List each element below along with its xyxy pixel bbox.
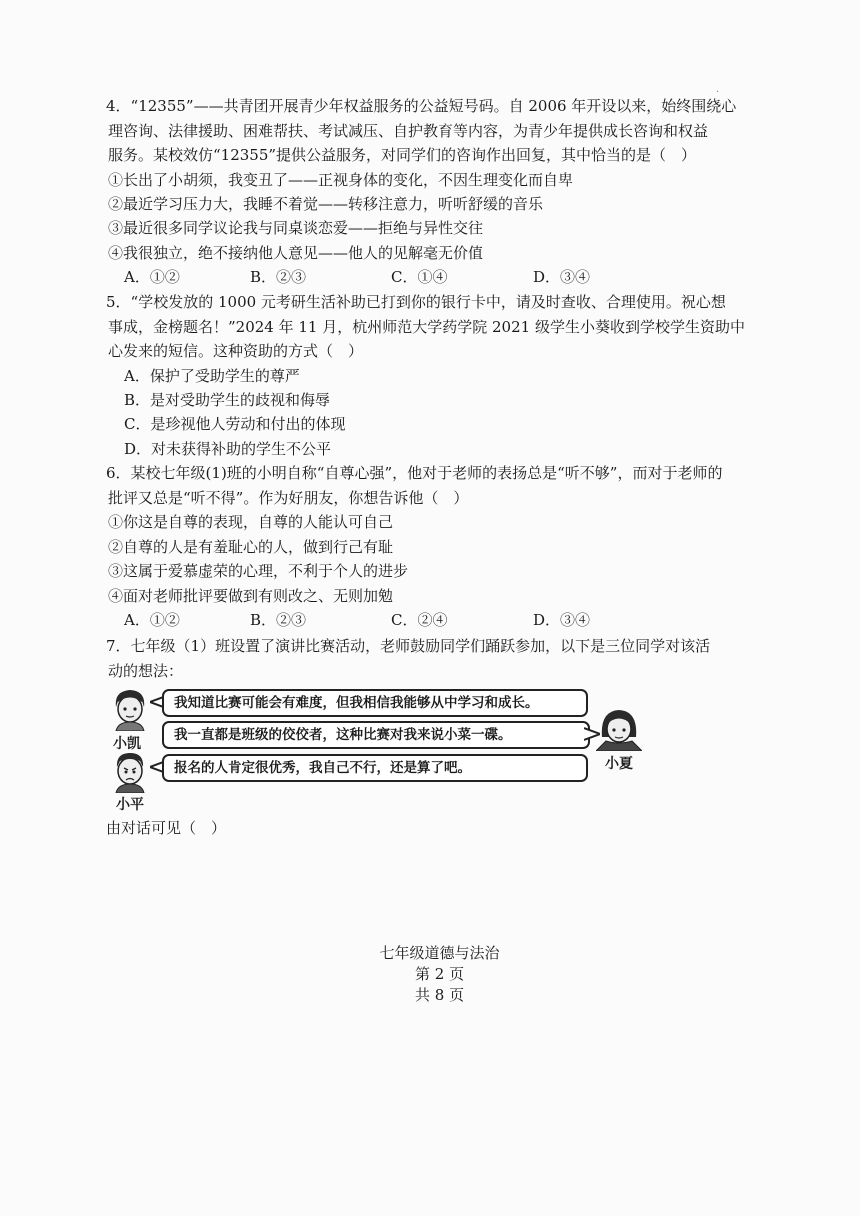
q6-choice-a: A．①②: [124, 611, 180, 629]
q5-stem-line-1: 5．“学校发放的 1000 元考研生活补助已打到你的银行卡中，请及时查收、合理使用。祝心想: [106, 293, 726, 311]
footer-total-pages: 共 8 页: [414, 986, 465, 1004]
q4-item-2: ②最近学习压力大，我睡不着觉——转移注意力，听听舒缓的音乐: [108, 195, 544, 213]
q7-after-text: 由对话可见（ ）: [106, 819, 227, 837]
q4-stem-line-3: 服务。某校效仿“12355”提供公益服务，对同学们的咨询作出回复，其中恰当的是（ ）: [108, 146, 697, 164]
q4-item-3: ③最近很多同学议论我与同桌谈恋爱——拒绝与异性交往: [108, 219, 484, 237]
q4-choice-a: A．①②: [124, 268, 180, 286]
q4-choice-b: B．②③: [250, 268, 307, 286]
q6-item-4: ④面对老师批评要做到有则改之、无则加勉: [108, 587, 394, 605]
q6-choice-c: C．②④: [391, 611, 448, 629]
footer-subject: 七年级道德与法治: [379, 944, 500, 962]
q6-item-2: ②自尊的人是有羞耻心的人，做到行己有耻: [108, 538, 394, 556]
q4-choice-d: D．③④: [533, 268, 591, 286]
q5-option-c: C．是珍视他人劳动和付出的体现: [124, 415, 346, 433]
xiaokai-name: 小凯: [113, 736, 141, 752]
q4-stem-line-2: 理咨询、法律援助、困难帮扶、考试减压、自护教育等内容，为青少年提供成长咨询和权益: [108, 122, 709, 140]
q4-choice-c: C．①④: [391, 268, 448, 286]
q4-item-1: ①长出了小胡须，我变丑了——正视身体的变化，不因生理变化而自卑: [108, 171, 574, 189]
q6-item-1: ①你这是自尊的表现，自尊的人能认可自己: [108, 513, 394, 531]
q5-stem-line-2: 事成，金榜题名！”2024 年 11 月，杭州师范大学药学院 2021 级学生小葵收到学校学生资助中: [108, 318, 745, 336]
page-footer: [0, 924, 860, 1023]
xiaoping-speech-bubble: 报名的人肯定很优秀，我自己不行，还是算了吧。: [162, 754, 588, 782]
xiaoxia-name: 小夏: [605, 756, 633, 772]
q6-item-3: ③这属于爱慕虚荣的心理，不利于个人的进步: [108, 562, 409, 580]
q5-option-a: A．保护了受助学生的尊严: [124, 367, 300, 385]
q6-choice-b: B．②③: [250, 611, 307, 629]
q4-stem-line-1: 4．“12355”——共青团开展青少年权益服务的公益短号码。自 2006 年开设以来，始终围绕心: [106, 97, 737, 115]
xiaoxia-speech-bubble: 我一直都是班级的佼佼者，这种比赛对我来说小菜一碟。: [162, 721, 590, 749]
xiaoxia-avatar: [596, 707, 642, 751]
xiaokai-avatar: [110, 687, 150, 731]
q5-stem-line-3: 心发来的短信。这种资助的方式（ ）: [108, 342, 364, 360]
q7-stem-line-1: 7．七年级（1）班设置了演讲比赛活动，老师鼓励同学们踊跃参加，以下是三位同学对该活: [106, 637, 711, 655]
xiaokai-speech-bubble: 我知道比赛可能会有难度，但我相信我能够从中学习和成长。: [162, 689, 588, 717]
q5-option-d: D．对未获得补助的学生不公平: [124, 440, 332, 458]
q6-choice-d: D．③④: [533, 611, 591, 629]
xiaoping-avatar: [110, 749, 150, 793]
footer-page-number: 第 2 页: [414, 965, 465, 983]
q6-stem-line-1: 6．某校七年级(1)班的小明自称“自尊心强”，他对于老师的表扬总是“听不够”，而对于老师的: [106, 464, 723, 482]
q6-stem-line-2: 批评又总是“听不得”。作为好朋友，你想告诉他（ ）: [108, 489, 469, 507]
q7-stem-line-2: 动的想法：: [108, 662, 184, 680]
page-mark: .: [716, 84, 720, 95]
xiaoping-name: 小平: [116, 797, 144, 813]
q4-item-4: ④我很独立，绝不接纳他人意见——他人的见解毫无价值: [108, 244, 484, 262]
q5-option-b: B．是对受助学生的歧视和侮辱: [124, 391, 331, 409]
